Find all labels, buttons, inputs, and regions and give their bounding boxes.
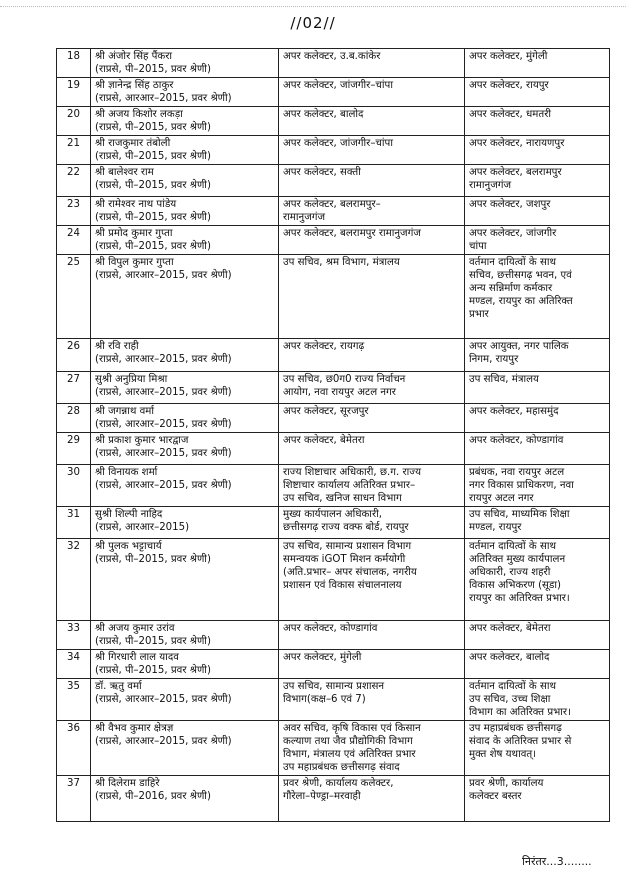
officer-category: (राप्रसे, पी–2015, प्रवर श्रेणी) xyxy=(95,122,211,133)
page-number-marker: //02// xyxy=(290,14,336,32)
officer-cell xyxy=(91,339,279,372)
table-row xyxy=(57,107,610,136)
table-row xyxy=(57,226,610,255)
officer-cell xyxy=(91,776,279,822)
table-row xyxy=(57,404,610,433)
officer-category: (राप्रसे, आरआर–2015, प्रवर श्रेणी) xyxy=(95,387,232,398)
current-posting-cell xyxy=(279,404,465,433)
new-posting-line: उप महाप्रबंधक छत्तीसगढ़ xyxy=(469,723,562,734)
current-posting-line: उप सचिव, श्रम विभाग, मंत्रालय xyxy=(283,257,400,268)
officer-cell xyxy=(91,404,279,433)
new-posting-line: विभाग का अतिरिक्त प्रभार। xyxy=(469,707,571,718)
officer-name: श्री विपुल कुमार गुप्ता xyxy=(95,257,174,268)
officer-category: (राप्रसे, आरआर–2015, प्रवर श्रेणी) xyxy=(95,480,232,491)
officer-cell xyxy=(91,78,279,107)
officer-cell xyxy=(91,433,279,465)
current-posting-line: अपर कलेक्टर, उ.ब.कांकेर xyxy=(283,51,381,62)
officer-name: श्री प्रमोद कुमार गुप्ता xyxy=(95,228,173,239)
serial-number: 26 xyxy=(57,339,91,372)
current-posting-line: छत्तीसगढ़ राज्य वक्फ बोर्ड, रायपुर xyxy=(283,522,409,533)
table-row xyxy=(57,465,610,507)
officer-cell xyxy=(91,165,279,197)
new-posting-cell xyxy=(465,372,610,404)
serial-number: 37 xyxy=(57,776,91,822)
current-posting-line: प्रवर श्रेणी, कार्यालय कलेक्टर, xyxy=(283,778,394,789)
new-posting-line: कलेक्टर बस्तर xyxy=(469,791,522,802)
new-posting-line: अपर कलेक्टर, जशपुर xyxy=(469,199,551,210)
current-posting-line: समन्वयक iGOT मिशन कर्मयोगी xyxy=(283,554,406,565)
serial-number: 36 xyxy=(57,721,91,776)
officer-cell xyxy=(91,507,279,539)
new-posting-line: अधिकारी, राज्य शहरी xyxy=(469,567,551,578)
current-posting-cell xyxy=(279,539,465,621)
current-posting-line: आयोग, नवा रायपुर अटल नगर xyxy=(283,387,396,398)
table-row xyxy=(57,650,610,679)
new-posting-cell xyxy=(465,507,610,539)
officer-category: (राप्रसे, आरआर–2015, प्रवर श्रेणी) xyxy=(95,736,232,747)
new-posting-line: अन्य सन्निर्माण कर्मकार xyxy=(469,283,553,294)
current-posting-line: विभाग, मंत्रालय एवं अतिरिक्त प्रभार xyxy=(283,749,416,760)
officer-cell xyxy=(91,621,279,650)
current-posting-cell xyxy=(279,136,465,165)
officer-category: (राप्रसे, पी–2016, प्रवर श्रेणी) xyxy=(95,791,211,802)
officer-name: श्री विनायक शर्मा xyxy=(95,467,158,478)
current-posting-line: उप महाप्रबंधक छत्तीसगढ़ संवाद xyxy=(283,762,400,773)
officer-cell xyxy=(91,255,279,339)
officer-name: श्री गिरधारी लाल यादव xyxy=(95,652,179,663)
new-posting-cell xyxy=(465,136,610,165)
current-posting-line: राज्य शिष्टाचार अधिकारी, छ.ग. राज्य xyxy=(283,467,422,478)
new-posting-line: अपर कलेक्टर, नारायणपुर xyxy=(469,138,565,149)
table-row xyxy=(57,136,610,165)
officer-category: (राप्रसे, आरआर–2015, प्रवर श्रेणी) xyxy=(95,448,232,459)
table-row xyxy=(57,339,610,372)
current-posting-line: उप सचिव, सामान्य प्रशासन xyxy=(283,681,385,692)
new-posting-line: सचिव, छत्तीसगढ़ भवन, एवं xyxy=(469,270,572,281)
table-row xyxy=(57,372,610,404)
current-posting-cell xyxy=(279,226,465,255)
current-posting-line: विभाग(कक्ष–6 एवं 7) xyxy=(283,694,366,705)
officer-name: श्री अजय कुमार उरांव xyxy=(95,623,175,634)
officer-category: (राप्रसे, पी–2015, प्रवर श्रेणी) xyxy=(95,212,211,223)
officer-name: श्री वैभव कुमार क्षेत्रज्ञ xyxy=(95,723,174,734)
table-row xyxy=(57,721,610,776)
new-posting-line: अपर कलेक्टर, बलरामपुर xyxy=(469,167,562,178)
table-body xyxy=(57,49,610,822)
new-posting-line: अपर कलेक्टर, बालोद xyxy=(469,652,550,663)
current-posting-line: अपर कलेक्टर, बालोद xyxy=(283,109,364,120)
table-row xyxy=(57,255,610,339)
officer-cell xyxy=(91,539,279,621)
officer-category: (राप्रसे, पी–2015, प्रवर श्रेणी) xyxy=(95,180,211,191)
current-posting-line: अपर कलेक्टर, सक्ती xyxy=(283,167,361,178)
new-posting-line: अपर आयुक्त, नगर पालिक xyxy=(469,341,569,352)
serial-number: 19 xyxy=(57,78,91,107)
new-posting-line: निगम, रायपुर xyxy=(469,354,519,365)
officer-name: श्री अंजोर सिंह पैंकरा xyxy=(95,51,173,62)
new-posting-line: रामानुजगंज xyxy=(469,180,512,191)
officer-category: (राप्रसे, पी–2015, प्रवर श्रेणी) xyxy=(95,241,211,252)
current-posting-cell xyxy=(279,776,465,822)
serial-number: 33 xyxy=(57,621,91,650)
new-posting-line: अपर कलेक्टर, मुंगेली xyxy=(469,51,548,62)
new-posting-line: उप सचिव, उच्च शिक्षा xyxy=(469,694,551,705)
new-posting-line: उप सचिव, मंत्रालय xyxy=(469,374,539,385)
new-posting-cell xyxy=(465,165,610,197)
new-posting-line: वर्तमान दायित्वों के साथ xyxy=(469,681,557,692)
serial-number: 24 xyxy=(57,226,91,255)
officer-cell xyxy=(91,650,279,679)
table-row xyxy=(57,679,610,721)
new-posting-cell xyxy=(465,539,610,621)
new-posting-line: विकास अभिकरण (सूडा) xyxy=(469,580,561,591)
officer-name: श्री बालेश्वर राम xyxy=(95,167,154,178)
current-posting-cell xyxy=(279,107,465,136)
current-posting-line: अपर कलेक्टर, मुंगेली xyxy=(283,652,362,663)
new-posting-line: रायपुर का अतिरिक्त प्रभार। xyxy=(469,593,570,604)
officer-cell xyxy=(91,372,279,404)
serial-number: 35 xyxy=(57,679,91,721)
current-posting-line: उप सचिव, खनिज साधन विभाग xyxy=(283,493,402,504)
new-posting-line: अपर कलेक्टर, बेमेतरा xyxy=(469,623,551,634)
current-posting-cell xyxy=(279,721,465,776)
current-posting-line: उप सचिव, सामान्य प्रशासन विभाग xyxy=(283,541,412,552)
serial-number: 29 xyxy=(57,433,91,465)
current-posting-line: अपर कलेक्टर, बेमेतरा xyxy=(283,435,365,446)
current-posting-line: गौरेला–पेण्ड्रा–मरवाही xyxy=(283,791,361,802)
officer-name: डॉ. ऋतु वर्मा xyxy=(95,681,142,692)
new-posting-cell xyxy=(465,404,610,433)
officer-category: (राप्रसे, पी–2015, प्रवर श्रेणी) xyxy=(95,64,211,75)
new-posting-line: अपर कलेक्टर, धमतरी xyxy=(469,109,552,120)
current-posting-line: रामानुजगंज xyxy=(283,212,326,223)
serial-number: 21 xyxy=(57,136,91,165)
top-margin-line xyxy=(0,0,626,7)
officer-name: श्री पुलक भट्टाचार्य xyxy=(95,541,162,552)
continuation-note: निरंतर...3........ xyxy=(522,855,592,868)
new-posting-line: वर्तमान दायित्वों के साथ xyxy=(469,541,557,552)
officer-category: (राप्रसे, आरआर–2015, प्रवर श्रेणी) xyxy=(95,270,232,281)
officer-name: श्री राजकुमार तंबोली xyxy=(95,138,171,149)
current-posting-line: अपर कलेक्टर, सूरजपुर xyxy=(283,406,369,417)
new-posting-line: प्रवर श्रेणी, कार्यालय xyxy=(469,778,544,789)
officer-name: श्री जगन्नाथ वर्मा xyxy=(95,406,154,417)
new-posting-line: संवाद के अतिरिक्त प्रभार से xyxy=(469,736,572,747)
officer-category: (राप्रसे, आरआर–2015, प्रवर श्रेणी) xyxy=(95,93,232,104)
serial-number: 32 xyxy=(57,539,91,621)
current-posting-cell xyxy=(279,78,465,107)
new-posting-cell xyxy=(465,433,610,465)
current-posting-line: शिष्टाचार कार्यालय अतिरिक्त प्रभार– xyxy=(283,480,416,491)
officer-category: (राप्रसे, आरआर–2015) xyxy=(95,522,190,533)
current-posting-line: अपर कलेक्टर, बलरामपुर रामानुजगंज xyxy=(283,228,421,239)
current-posting-line: कल्याण तथा जैव प्रौद्योगिकी विभाग xyxy=(283,736,413,747)
new-posting-line: नगर विकास प्राधिकरण, नवा xyxy=(469,480,574,491)
current-posting-line: अपर कलेक्टर, जांजगीर–चांपा xyxy=(283,138,393,149)
table-row xyxy=(57,165,610,197)
officer-name: सुश्री शिल्पी नाहिद xyxy=(95,509,163,520)
new-posting-line: मण्डल, रायपुर का अतिरिक्त xyxy=(469,296,573,307)
officer-category: (राप्रसे, पी–2015, प्रवर श्रेणी) xyxy=(95,554,211,565)
serial-number: 22 xyxy=(57,165,91,197)
serial-number: 18 xyxy=(57,49,91,78)
table-row xyxy=(57,621,610,650)
serial-number: 31 xyxy=(57,507,91,539)
current-posting-cell xyxy=(279,465,465,507)
officer-category: (राप्रसे, आरआर–2015, प्रवर श्रेणी) xyxy=(95,354,232,365)
table-row xyxy=(57,507,610,539)
serial-number: 20 xyxy=(57,107,91,136)
current-posting-cell xyxy=(279,255,465,339)
officer-category: (राप्रसे, आरआर–2015, प्रवर श्रेणी) xyxy=(95,694,232,705)
officer-name: श्री प्रकाश कुमार भारद्वाज xyxy=(95,435,189,446)
new-posting-cell xyxy=(465,650,610,679)
new-posting-cell xyxy=(465,107,610,136)
officer-category: (राप्रसे, पी–2015, प्रवर श्रेणी) xyxy=(95,665,211,676)
officer-cell xyxy=(91,721,279,776)
table-row xyxy=(57,539,610,621)
officer-name: श्री रवि राही xyxy=(95,341,139,352)
current-posting-line: प्रशासन एवं विकास संचालनालय xyxy=(283,580,402,591)
new-posting-cell xyxy=(465,49,610,78)
new-posting-cell xyxy=(465,465,610,507)
new-posting-line: प्रभार xyxy=(469,309,489,320)
new-posting-line: अपर कलेक्टर, कोण्डागांव xyxy=(469,435,564,446)
officer-category: (राप्रसे, पी–2015, प्रवर श्रेणी) xyxy=(95,636,211,647)
current-posting-line: उप सचिव, छ0ग0 राज्य निर्वाचन xyxy=(283,374,406,385)
new-posting-cell xyxy=(465,621,610,650)
new-posting-cell xyxy=(465,679,610,721)
new-posting-line: वर्तमान दायित्वों के साथ xyxy=(469,257,557,268)
current-posting-cell xyxy=(279,650,465,679)
new-posting-line: उप सचिव, माध्यमिक शिक्षा xyxy=(469,509,570,520)
new-posting-cell xyxy=(465,78,610,107)
new-posting-line: चांपा xyxy=(469,241,487,252)
officer-cell xyxy=(91,107,279,136)
current-posting-line: अपर कलेक्टर, कोण्डागांव xyxy=(283,623,378,634)
serial-number: 23 xyxy=(57,197,91,226)
table-row xyxy=(57,433,610,465)
officer-name: श्री ज्ञानेन्द्र सिंह ठाकुर xyxy=(95,80,174,91)
officer-category: (राप्रसे, आरआर–2015, प्रवर श्रेणी) xyxy=(95,419,232,430)
new-posting-line: मण्डल, रायपुर xyxy=(469,522,522,533)
new-posting-line: अपर कलेक्टर, जांजगीर xyxy=(469,228,557,239)
table-row xyxy=(57,776,610,822)
new-posting-cell xyxy=(465,339,610,372)
new-posting-cell xyxy=(465,255,610,339)
new-posting-cell xyxy=(465,776,610,822)
current-posting-line: अपर कलेक्टर, बलरामपुर– xyxy=(283,199,381,210)
current-posting-cell xyxy=(279,165,465,197)
officer-cell xyxy=(91,465,279,507)
current-posting-line: मुख्य कार्यपालन अधिकारी, xyxy=(283,509,382,520)
serial-number: 27 xyxy=(57,372,91,404)
new-posting-line: अपर कलेक्टर, महासमुंद xyxy=(469,406,559,417)
new-posting-cell xyxy=(465,721,610,776)
officer-category: (राप्रसे, पी–2015, प्रवर श्रेणी) xyxy=(95,151,211,162)
new-posting-cell xyxy=(465,226,610,255)
current-posting-line: अपर कलेक्टर, रायगढ़ xyxy=(283,341,365,352)
officer-cell xyxy=(91,226,279,255)
transfer-order-table xyxy=(56,48,610,822)
table-row xyxy=(57,78,610,107)
serial-number: 30 xyxy=(57,465,91,507)
table-row xyxy=(57,49,610,78)
current-posting-line: (अति.प्रभार– अपर संचालक, नगरीय xyxy=(283,567,417,578)
current-posting-line: अपर कलेक्टर, जांजगीर–चांपा xyxy=(283,80,393,91)
officer-cell xyxy=(91,49,279,78)
current-posting-line: अवर सचिव, कृषि विकास एवं किसान xyxy=(283,723,421,734)
current-posting-cell xyxy=(279,433,465,465)
new-posting-line: मुक्त शेष यथावत्। xyxy=(469,749,537,760)
new-posting-line: प्रबंधक, नवा रायपुर अटल xyxy=(469,467,565,478)
serial-number: 34 xyxy=(57,650,91,679)
new-posting-line: अपर कलेक्टर, रायपुर xyxy=(469,80,549,91)
serial-number: 28 xyxy=(57,404,91,433)
current-posting-cell xyxy=(279,49,465,78)
officer-cell xyxy=(91,679,279,721)
current-posting-cell xyxy=(279,621,465,650)
new-posting-line: अतिरिक्त मुख्य कार्यपालन xyxy=(469,554,566,565)
current-posting-cell xyxy=(279,507,465,539)
new-posting-cell xyxy=(465,197,610,226)
officer-name: श्री रामेश्वर नाथ पांडेय xyxy=(95,199,177,210)
current-posting-cell xyxy=(279,197,465,226)
table-row xyxy=(57,197,610,226)
current-posting-cell xyxy=(279,372,465,404)
officer-cell xyxy=(91,136,279,165)
current-posting-cell xyxy=(279,339,465,372)
officer-cell xyxy=(91,197,279,226)
officer-name: सुश्री अनुप्रिया मिश्रा xyxy=(95,374,168,385)
officer-name: श्री दिलेराम डाहिरे xyxy=(95,778,160,789)
officer-name: श्री अजय किशोर लकड़ा xyxy=(95,109,183,120)
new-posting-line: रायपुर अटल नगर xyxy=(469,493,534,504)
serial-number: 25 xyxy=(57,255,91,339)
current-posting-cell xyxy=(279,679,465,721)
